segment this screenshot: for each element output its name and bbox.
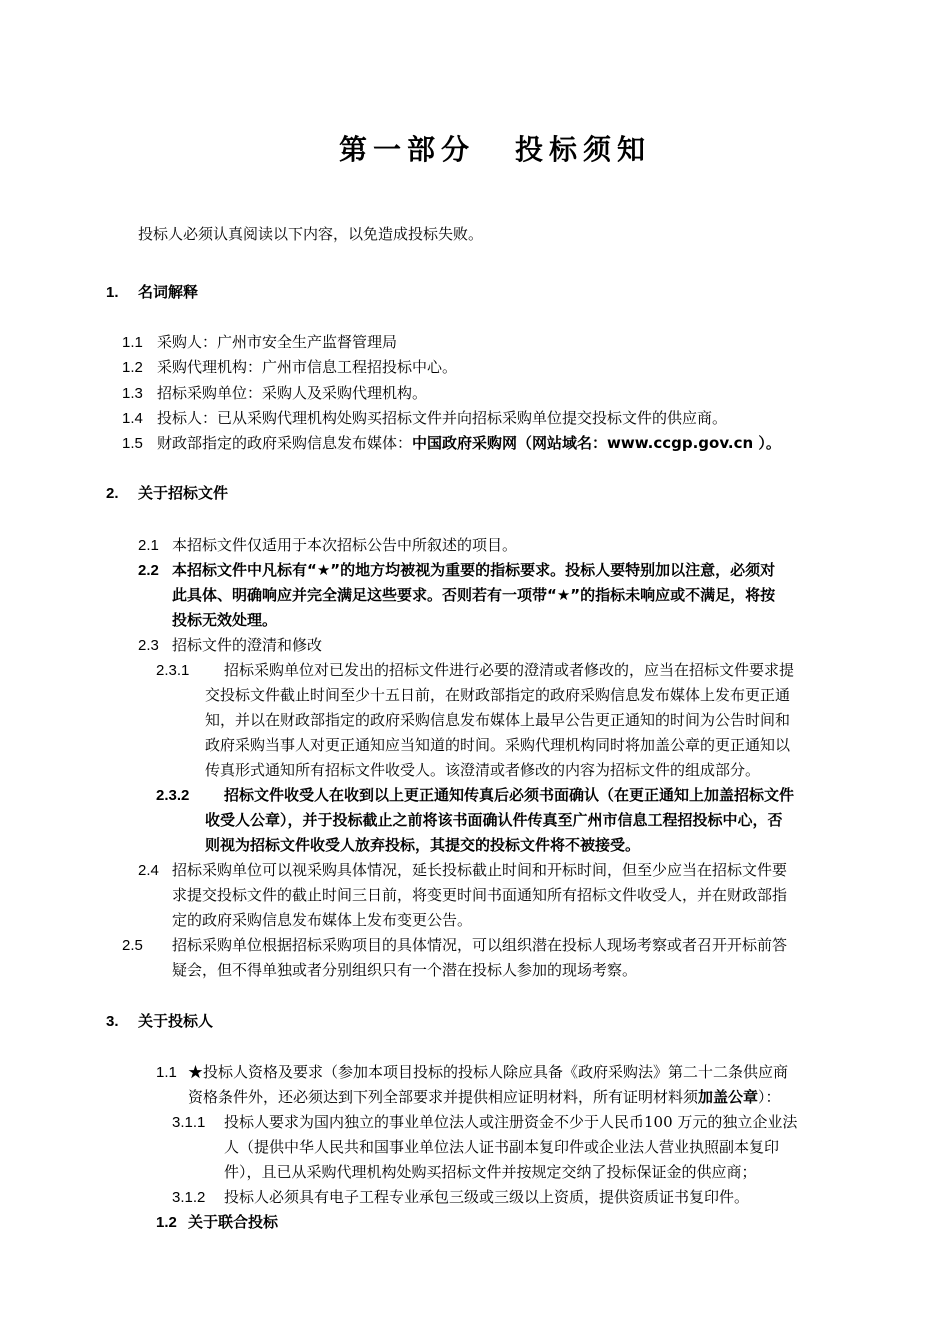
item-2-3-1-line: 政府采购当事人对更正通知应当知道的时间。采购代理机构同时将加盖公章的更正通知以	[205, 736, 791, 754]
item-3-1-2-text: 投标人必须具有电子工程专业承包三级或三级以上资质，提供资质证书复印件。	[224, 1188, 750, 1206]
section-1-heading: 名词解释	[138, 283, 199, 301]
item-1-3-text: 招标采购单位：采购人及采购代理机构。	[157, 384, 428, 402]
item-2-1-number: 2.1	[138, 537, 159, 554]
item-2-5-line: 疑会，但不得单独或者分别组织只有一个潜在投标人参加的现场考察。	[172, 961, 638, 979]
item-3-1-1-line: 件），且已从采购代理机构处购买招标文件并按规定交纳了投标保证金的供应商；	[224, 1163, 757, 1181]
item-2-3-2-line: 招标文件收受人在收到以上更正通知传真后必须书面确认（在更正通知上加盖招标文件	[224, 786, 795, 804]
item-3-1-line	[188, 1085, 788, 1110]
title-name: 投标须知	[515, 133, 652, 166]
item-3-1-line2-pre: 资格条件外，还必须达到下列全部要求并提供相应证明材料，所有证明材料须	[188, 1088, 699, 1106]
item-2-3-1-line: 交投标文件截止时间至少十五日前，在财政部指定的政府采购信息发布媒体上发布更正通	[205, 686, 791, 704]
item-2-5-text	[172, 933, 787, 983]
item-1-4-text: 投标人：已从采购代理机构处购买招标文件并向招标采购单位提交投标文件的供应商。	[157, 409, 728, 427]
item-3-1-1-number-label: 1.1	[156, 1064, 177, 1081]
item-2-3-1-text	[224, 658, 794, 683]
section-1-number: 1.	[106, 284, 119, 301]
item-2-1-text: 本招标文件仅适用于本次招标公告中所叙述的项目。	[172, 536, 518, 554]
item-2-2-text	[172, 558, 775, 633]
item-2-3-1-line: 传真形式通知所有招标文件收受人。该澄清或者修改的内容为招标文件的组成部分。	[205, 761, 761, 779]
item-3-1-2-number: 3.1.2	[172, 1189, 206, 1206]
item-2-5-line: 招标采购单位根据招标采购项目的具体情况，可以组织潜在投标人现场考察或者召开开标前答	[172, 936, 788, 954]
intro-text: 投标人必须认真阅读以下内容，以免造成投标失败。	[138, 225, 484, 243]
item-2-3-2-text	[224, 783, 794, 808]
item-1-5-label: 财政部指定的政府采购信息发布媒体：	[157, 434, 413, 452]
item-2-4-line: 定的政府采购信息发布媒体上发布变更公告。	[172, 911, 473, 929]
item-2-3-2-number: 2.3.2	[156, 787, 190, 804]
item-2-4-text	[172, 858, 787, 933]
item-3-1-seal-emphasis: 加盖公章	[698, 1088, 759, 1106]
media-website: 中国政府采购网（网站域名：www.ccgp.gov.cn ）。	[412, 434, 781, 452]
item-3-1-1-number: 3.1.1	[172, 1114, 206, 1131]
item-2-4-number: 2.4	[138, 862, 159, 879]
item-2-2-line: 本招标文件中凡标有“★”的地方均被视为重要的指标要求。投标人要特别加以注意，必须对	[172, 561, 776, 579]
item-3-1-1-text	[224, 1110, 797, 1185]
item-2-3-2-line: 则视为招标文件收受人放弃投标，其提交的投标文件将不被接受。	[205, 836, 641, 854]
item-1-4-number: 1.4	[122, 410, 143, 427]
item-2-3-1-line: 知，并以在财政部指定的政府采购信息发布媒体上最早公告更正通知的时间为公告时间和	[205, 711, 791, 729]
item-1-3-number: 1.3	[122, 385, 143, 402]
item-3-1-line: ★投标人资格及要求（参加本项目投标的投标人除应具备《政府采购法》第二十二条供应商	[188, 1063, 789, 1081]
section-2-number: 2.	[106, 485, 119, 502]
title-part: 第一部分	[338, 133, 475, 166]
item-2-4-line: 求提交投标文件的截止时间三日前，将变更时间书面通知所有招标文件收受人，并在财政部指	[172, 886, 788, 904]
item-3-2-text: 关于联合投标	[188, 1213, 279, 1231]
item-1-1-text: 采购人：广州市安全生产监督管理局	[157, 333, 398, 351]
page-title	[0, 130, 950, 170]
item-2-2-line: 投标无效处理。	[172, 611, 278, 629]
item-2-3-2-continuation	[205, 808, 783, 858]
section-3-heading: 关于投标人	[138, 1012, 214, 1030]
item-2-3-1-line: 招标采购单位对已发出的招标文件进行必要的澄清或者修改的，应当在招标文件要求提	[224, 661, 795, 679]
item-1-1-number: 1.1	[122, 334, 143, 351]
item-3-1-text	[188, 1060, 788, 1110]
item-2-5-number: 2.5	[122, 937, 143, 954]
item-2-3-number: 2.3	[138, 637, 159, 654]
item-2-3-1-number: 2.3.1	[156, 662, 190, 679]
item-1-5-text	[157, 431, 781, 456]
item-2-2-line: 此具体、明确响应并完全满足这些要求。否则若有一项带“★”的指标未响应或不满足，将按	[172, 586, 776, 604]
item-1-5-number: 1.5	[122, 435, 143, 452]
item-2-2-number: 2.2	[138, 562, 159, 579]
section-3-number: 3.	[106, 1013, 119, 1030]
item-2-3-2-line: 收受人公章），并于投标截止之前将该书面确认件传真至广州市信息工程招投标中心，否	[205, 811, 783, 829]
item-2-3-text: 招标文件的澄清和修改	[172, 636, 323, 654]
item-1-2-text: 采购代理机构：广州市信息工程招投标中心。	[157, 358, 458, 376]
item-2-3-1-continuation	[205, 683, 790, 783]
item-3-1-1-line: 人（提供中华人民共和国事业单位法人证书副本复印件或企业法人营业执照副本复印	[224, 1138, 780, 1156]
item-3-1-line2-post: ）：	[758, 1088, 781, 1106]
item-2-4-line: 招标采购单位可以视采购具体情况，延长投标截止时间和开标时间，但至少应当在招标文件要	[172, 861, 788, 879]
item-3-2-number: 1.2	[156, 1214, 177, 1231]
item-1-2-number: 1.2	[122, 359, 143, 376]
section-2-heading: 关于招标文件	[138, 484, 229, 502]
item-3-1-1-line: 投标人要求为国内独立的事业单位法人或注册资金不少于人民币100 万元的独立企业法	[224, 1113, 798, 1131]
